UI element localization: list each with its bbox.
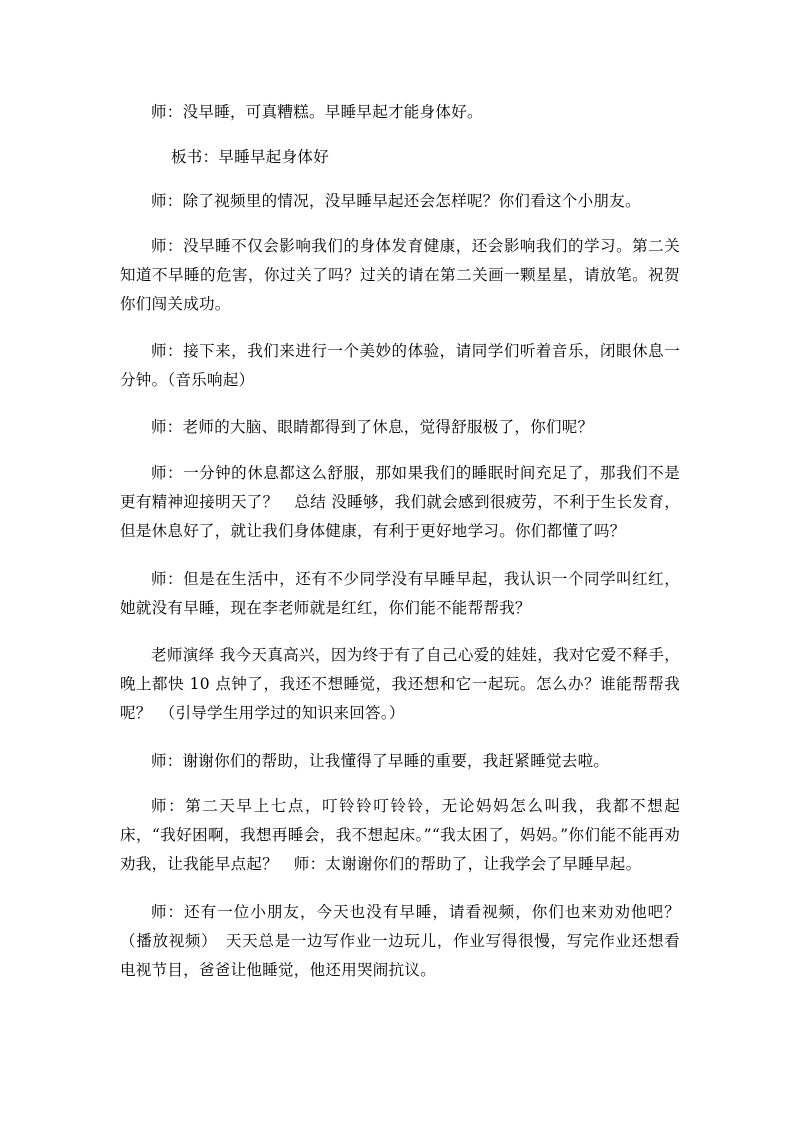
paragraph-6: 师：老师的大脑、眼睛都得到了休息，觉得舒服极了，你们呢？ — [151, 418, 594, 436]
paragraph-8: 师：但是在生活中，还有不少同学没有早睡早起，我认识一个同学叫红红，她就没有早睡，现在李老师就是红红，你们能不能帮帮我？ — [120, 570, 680, 617]
paragraph-10: 师：谢谢你们的帮助，让我懂得了早睡的重要，我赶紧睡觉去啦。 — [151, 752, 610, 770]
paragraph-board-note: 板书：早睡早起身体好 — [171, 148, 330, 166]
paragraph-9: 老师演绎 我今天真高兴，因为终于有了自己心爱的娃娃，我对它爱不释手，晚上都快 10 点钟了，我还不想睡觉，我还想和它一起玩。怎么办？谁能帮帮我呢？ （引导学生用学过的知识来回答。） — [120, 646, 680, 722]
paragraph-5: 师：接下来，我们来进行一个美妙的体验，请同学们听着音乐，闭眼休息一分钟。（音乐响起） — [120, 342, 680, 389]
paragraph-1: 师：没早睡，可真糟糕。早睡早起才能身体好。 — [151, 103, 483, 121]
paragraph-3: 师：除了视频里的情况，没早睡早起还会怎样呢？你们看这个小朋友。 — [151, 192, 641, 210]
paragraph-12: 师：还有一位小朋友，今天也没有早睡，请看视频，你们也来劝劝他吧？（播放视频） 天天总是一边写作业一边玩儿，作业写得很慢，写完作业还想看电视节目，爸爸让他睡觉，他还用哭闹抗议。 — [120, 903, 680, 979]
paragraph-4: 师：没早睡不仅会影响我们的身体发育健康，还会影响我们的学习。第二关知道不早睡的危害，你过关了吗？过关的请在第二关画一颗星星，请放笔。祝贺你们闯关成功。 — [120, 237, 680, 313]
paragraph-7: 师：一分钟的休息都这么舒服，那如果我们的睡眠时间充足了，那我们不是更有精神迎接明天了？ 总结 没睡够，我们就会感到很疲劳，不利于生长发育，但是休息好了，就让我们身体健康，有利于更好地学习。你们都懂了吗？ — [120, 464, 680, 540]
paragraph-11: 师：第二天早上七点，叮铃铃叮铃铃，无论妈妈怎么叫我，我都不想起床，“我好困啊，我想再睡会，我不想起床。”“我太困了，妈妈。”你们能不能再劝劝我，让我能早点起？ 师：太谢谢你们的帮助了，让我学会了早睡早起。 — [120, 797, 680, 873]
